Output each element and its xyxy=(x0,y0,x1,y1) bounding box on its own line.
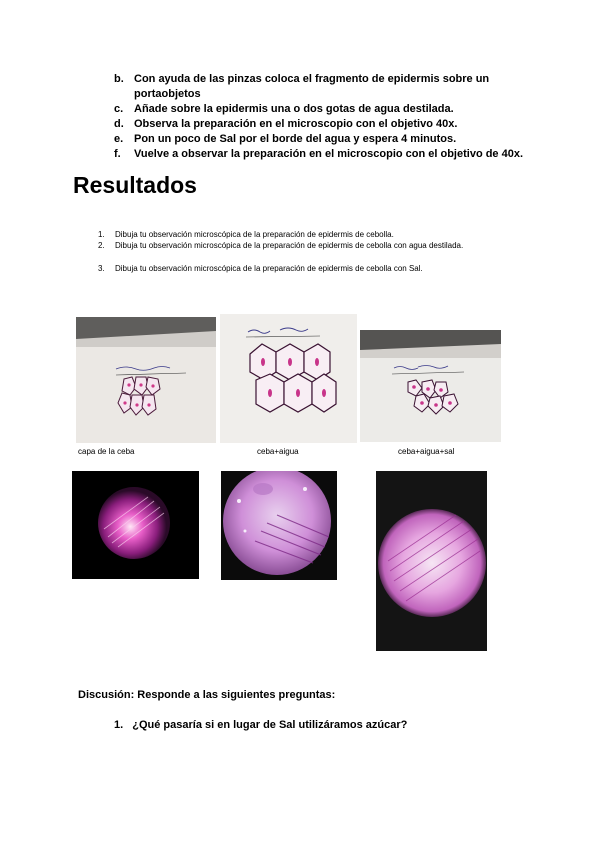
step-letter: d. xyxy=(114,118,124,130)
drawing-photo-onion-water-salt xyxy=(360,330,501,442)
step-text: Vuelve a observar la preparación en el microscopio con el objetivo de 40x. xyxy=(134,148,524,160)
caption-onion-layer: capa de la ceba xyxy=(78,447,135,456)
step-letter: b. xyxy=(114,73,124,85)
step-text: Añade sobre la epidermis una o dos gotas de agua destilada. xyxy=(134,103,454,115)
step-text: Observa la preparación en el microscopio con el objetivo 40x. xyxy=(134,118,458,130)
drawing-photo-onion-layer xyxy=(76,317,216,443)
question-number: 1. xyxy=(114,719,124,731)
item-number: 3. xyxy=(98,264,105,273)
item-text: Dibuja tu observación microscópica de la preparación de epidermis de cebolla con Sal. xyxy=(115,264,423,273)
question-text: ¿Qué pasaría si en lugar de Sal utilizáramos azúcar? xyxy=(132,719,408,731)
microscope-photo-onion-water-salt xyxy=(376,471,487,651)
discussion-heading: Discusión: Responde a las siguientes preguntas: xyxy=(78,689,336,701)
step-text: Pon un poco de Sal por el borde del agua y espera 4 minutos. xyxy=(134,133,457,145)
step-letter: c. xyxy=(114,103,124,115)
item-number: 1. xyxy=(98,230,105,239)
caption-onion-water-salt: ceba+aigua+sal xyxy=(398,447,455,456)
step-text-cont: portaobjetos xyxy=(134,88,201,100)
item-text: Dibuja tu observación microscópica de la preparación de epidermis de cebolla. xyxy=(115,230,394,239)
drawing-photo-onion-water xyxy=(220,314,357,443)
item-number: 2. xyxy=(98,241,105,250)
discussion-question-1 xyxy=(114,719,407,731)
step-letter: e. xyxy=(114,133,124,145)
step-letter: f. xyxy=(114,148,121,160)
item-text: Dibuja tu observación microscópica de la preparación de epidermis de cebolla con agua destilada. xyxy=(115,241,464,250)
step-text: Con ayuda de las pinzas coloca el fragmento de epidermis sobre un xyxy=(134,73,490,85)
caption-onion-water: ceba+aigua xyxy=(257,447,299,456)
results-heading: Resultados xyxy=(73,172,197,198)
microscope-photo-onion-layer xyxy=(72,471,199,579)
microscope-photo-onion-water xyxy=(221,471,337,580)
